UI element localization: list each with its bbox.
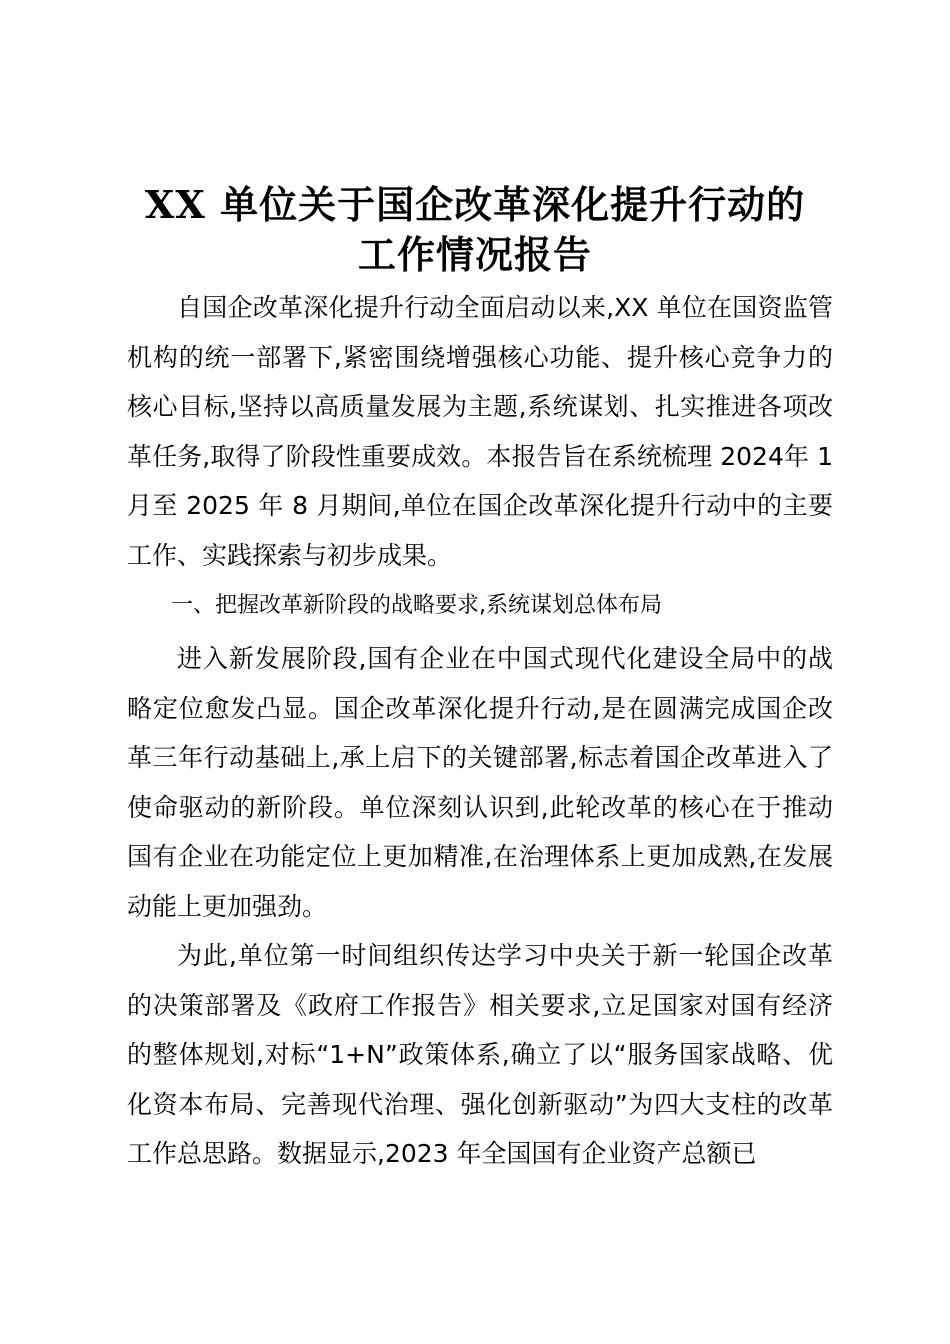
title-line-1: XX 单位关于国企改革深化提升行动的 [144, 182, 806, 227]
document-body [127, 283, 833, 1179]
paragraph-strategy: 进入新发展阶段,国有企业在中国式现代化建设全局中的战略定位愈发凸显。国企改革深化提升行动,是在圆满完成国企改革三年行动基础上,承上启下的关键部署,标志着国企改革进入了使命驱动的新阶段。单位深刻认识到,此轮改革的核心在于推动国有企业在功能定位上更加精准,在治理体系上更加成熟,在发展动能上更加强劲。 [127, 644, 833, 921]
paragraph-measures: 为此,单位第一时间组织传达学习中央关于新一轮国企改革的决策部署及《政府工作报告》相关要求,立足国家对国有经济的整体规划,对标“1+N”政策体系,确立了以“服务国家战略、优化资本布局、完善现代治理、强化创新驱动”为四大支柱的改革工作总思路。数据显示,2023 年全国国有企业资产总额已 [127, 941, 833, 1168]
section-heading-1: 一、把握改革新阶段的战略要求,系统谋划总体布局 [171, 593, 662, 618]
paragraph-intro: 自国企改革深化提升行动全面启动以来,XX 单位在国资监管机构的统一部署下,紧密围绕增强核心功能、提升核心竞争力的核心目标,坚持以高质量发展为主题,系统谋划、扎实推进各项改革任务,取得了阶段性重要成效。本报告旨在系统梳理 2024年 1 月至 2025 年 8 月期间,单位在国企改革深化提升行动中的主要工作、实践探索与初步成果。 [127, 293, 833, 570]
document-title [100, 180, 850, 280]
title-line-2: 工作情况报告 [357, 232, 592, 277]
